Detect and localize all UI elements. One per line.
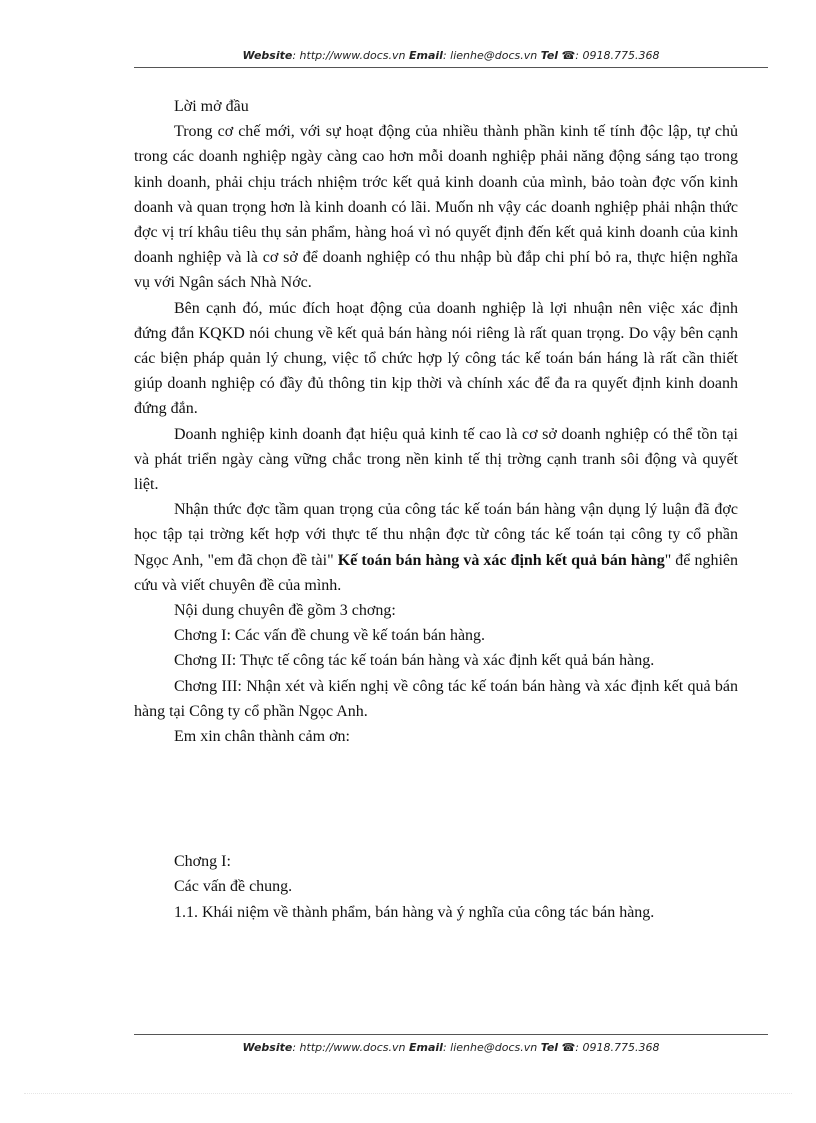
chapter-list-item: Chơng II: Thực tế công tác kế toán bán hàng và xác định kết quả bán hàng.: [174, 652, 655, 670]
footer-divider: [134, 1034, 768, 1035]
paragraph-text: Nhận thức đợc tầm quan trọng của công tác kế toán bán hàng vận dụng lý luận đã đợc học tập tại trờng kết hợp với thực tế thu nhận đợc từ công tác kế toán tại công ty cổ phần Ngọc Anh, "em đã chọn đề tài": [134, 501, 738, 569]
section-heading: 1.1. Khái niệm về thành phẩm, bán hàng và ý nghĩa của công tác bán hàng.: [174, 903, 655, 921]
document-body: [134, 94, 738, 925]
email-label: Email: [409, 49, 443, 62]
paragraph: Nội dung chuyên đề gồm 3 chơng:: [174, 602, 396, 620]
page-header: [134, 49, 768, 62]
email-value: : lienhe@docs.vn: [442, 1041, 538, 1054]
website-value: : http://www.docs.vn: [292, 1041, 406, 1054]
tel-label: Tel: [540, 49, 559, 62]
spacer: [134, 749, 738, 849]
email-value: : lienhe@docs.vn: [442, 49, 538, 62]
preface-title: Lời mở đầu: [174, 98, 249, 115]
tel-value: : 0918.775.368: [575, 1041, 660, 1054]
paragraph: Bên cạnh đó, múc đích hoạt động của doanh nghiệp là lợi nhuận nên việc xác định đứng đắn KQKD nói chung về kết quả bán hàng nói riêng là rất quan trọng. Do vậy bên cạnh các biện pháp quản lý chung, việc tổ chức hợp lý công tác kế toán bán háng là rất cần thiết giúp doanh nghiệp có đầy đủ thông tin kịp thời và chính xác để đa ra quyết định kinh doanh đứng đắn.: [134, 299, 738, 418]
paragraph: Doanh nghiệp kinh doanh đạt hiệu quả kinh tế cao là cơ sở doanh nghiệp có thể tồn tại và phát triển ngày càng vững chắc trong nền kinh tế thị trờng cạnh tranh sôi động và quyết liệt.: [134, 425, 738, 494]
tel-label: Tel: [540, 1041, 559, 1054]
chapter-heading: Chơng I:: [174, 853, 231, 871]
website-label: Website: [242, 49, 293, 62]
closing-line: Em xin chân thành cảm ơn:: [174, 728, 350, 746]
email-label: Email: [409, 1041, 443, 1054]
header-divider: [134, 67, 768, 68]
website-value: : http://www.docs.vn: [292, 49, 406, 62]
chapter-list-item: Chơng I: Các vấn đề chung về kế toán bán hàng.: [174, 627, 486, 645]
phone-icon: ☎: [561, 49, 576, 62]
chapter-list-item: Chơng III: Nhận xét và kiến nghị về công tác kế toán bán hàng và xác định kết quả bán hàng tại Công ty cổ phần Ngọc Anh.: [134, 677, 738, 720]
paragraph-text: " để nghiên cứu và viết chuyên đề của mình.: [134, 551, 739, 594]
website-label: Website: [242, 1041, 293, 1054]
page-edge-dotted-line: [24, 1093, 792, 1094]
chapter-subheading: Các vấn đề chung.: [174, 878, 293, 896]
thesis-topic: Kế toán bán hàng và xác định kết quả bán hàng: [337, 551, 665, 569]
phone-icon: ☎: [561, 1041, 576, 1054]
paragraph: Trong cơ chế mới, với sự hoạt động của nhiều thành phần kinh tế tính độc lập, tự chủ trong các doanh nghiệp ngày càng cao hơn mỗi doanh nghiệp phải năng động sáng tạo trong kinh doanh, phải chịu trách nhiệm trớc kết quả kinh doanh của mình, bảo toàn đợc vốn kinh doanh và quan trọng hơn là kinh doanh có lãi. Muốn nh vậy các doanh nghiệp phải nhận thức đợc vị trí khâu tiêu thụ sản phẩm, hàng hoá vì nó quyết định đến kết quả kinh doanh của kinh doanh nghiệp và là cơ sở để doanh nghiệp có thu nhập bù đắp chi phí bỏ ra, thực hiện nghĩa vụ với Ngân sách Nhà Nớc.: [134, 123, 738, 292]
page-footer: [134, 1041, 768, 1054]
tel-value: : 0918.775.368: [575, 49, 660, 62]
paragraph: [134, 497, 738, 598]
